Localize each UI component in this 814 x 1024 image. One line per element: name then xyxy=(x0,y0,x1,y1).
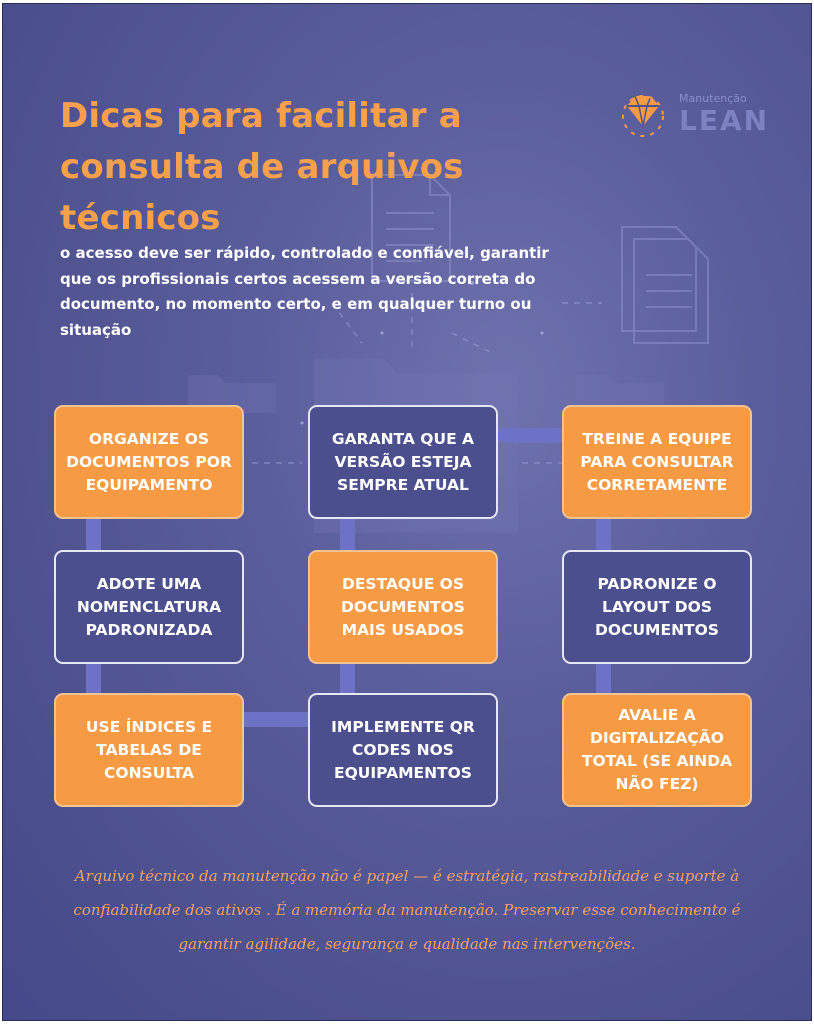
diamond-icon xyxy=(619,92,667,138)
brand-name-big: LEAN xyxy=(679,104,770,137)
tip-standard-layout: PADRONIZE O LAYOUT DOS DOCUMENTOS xyxy=(562,550,752,664)
tip-indexes-tables: USE ÍNDICES E TABELAS DE CONSULTA xyxy=(54,693,244,807)
brand-name-small: Manutenção xyxy=(679,92,747,105)
footer-quote: Arquivo técnico da manutenção não é papel — é estratégia, rastreabilidade e suporte à confiabilidade dos ativos . É a memória da manutenção. Preservar esse conhecimento é garantir agilidade, segurança e qualidade nas intervenções. xyxy=(73,867,741,953)
page-subtitle: o acesso deve ser rápido, controlado e confiável, garantir que os profissionais certos acessem a versão correta do documento, no momento certo, e em qualquer turno ou situação xyxy=(60,244,549,339)
tip-nomenclature: ADOTE UMA NOMENCLATURA PADRONIZADA xyxy=(54,550,244,664)
brand-logo xyxy=(619,92,769,138)
tip-current-version: GARANTA QUE A VERSÃO ESTEJA SEMPRE ATUAL xyxy=(308,405,498,519)
page-title: Dicas para facilitar a consulta de arquivos técnicos xyxy=(60,96,464,238)
connector xyxy=(244,712,314,727)
tip-train-team: TREINE A EQUIPE PARA CONSULTAR CORRETAMENTE xyxy=(562,405,752,519)
tip-highlight-docs: DESTAQUE OS DOCUMENTOS MAIS USADOS xyxy=(308,550,498,664)
poster xyxy=(2,3,812,1021)
tip-digitalization: AVALIE A DIGITALIZAÇÃO TOTAL (SE AINDA NÃO FEZ) xyxy=(562,693,752,807)
connector xyxy=(498,428,568,443)
tip-organize-documents: ORGANIZE OS DOCUMENTOS POR EQUIPAMENTO xyxy=(54,405,244,519)
tip-qr-codes: IMPLEMENTE QR CODES NOS EQUIPAMENTOS xyxy=(308,693,498,807)
